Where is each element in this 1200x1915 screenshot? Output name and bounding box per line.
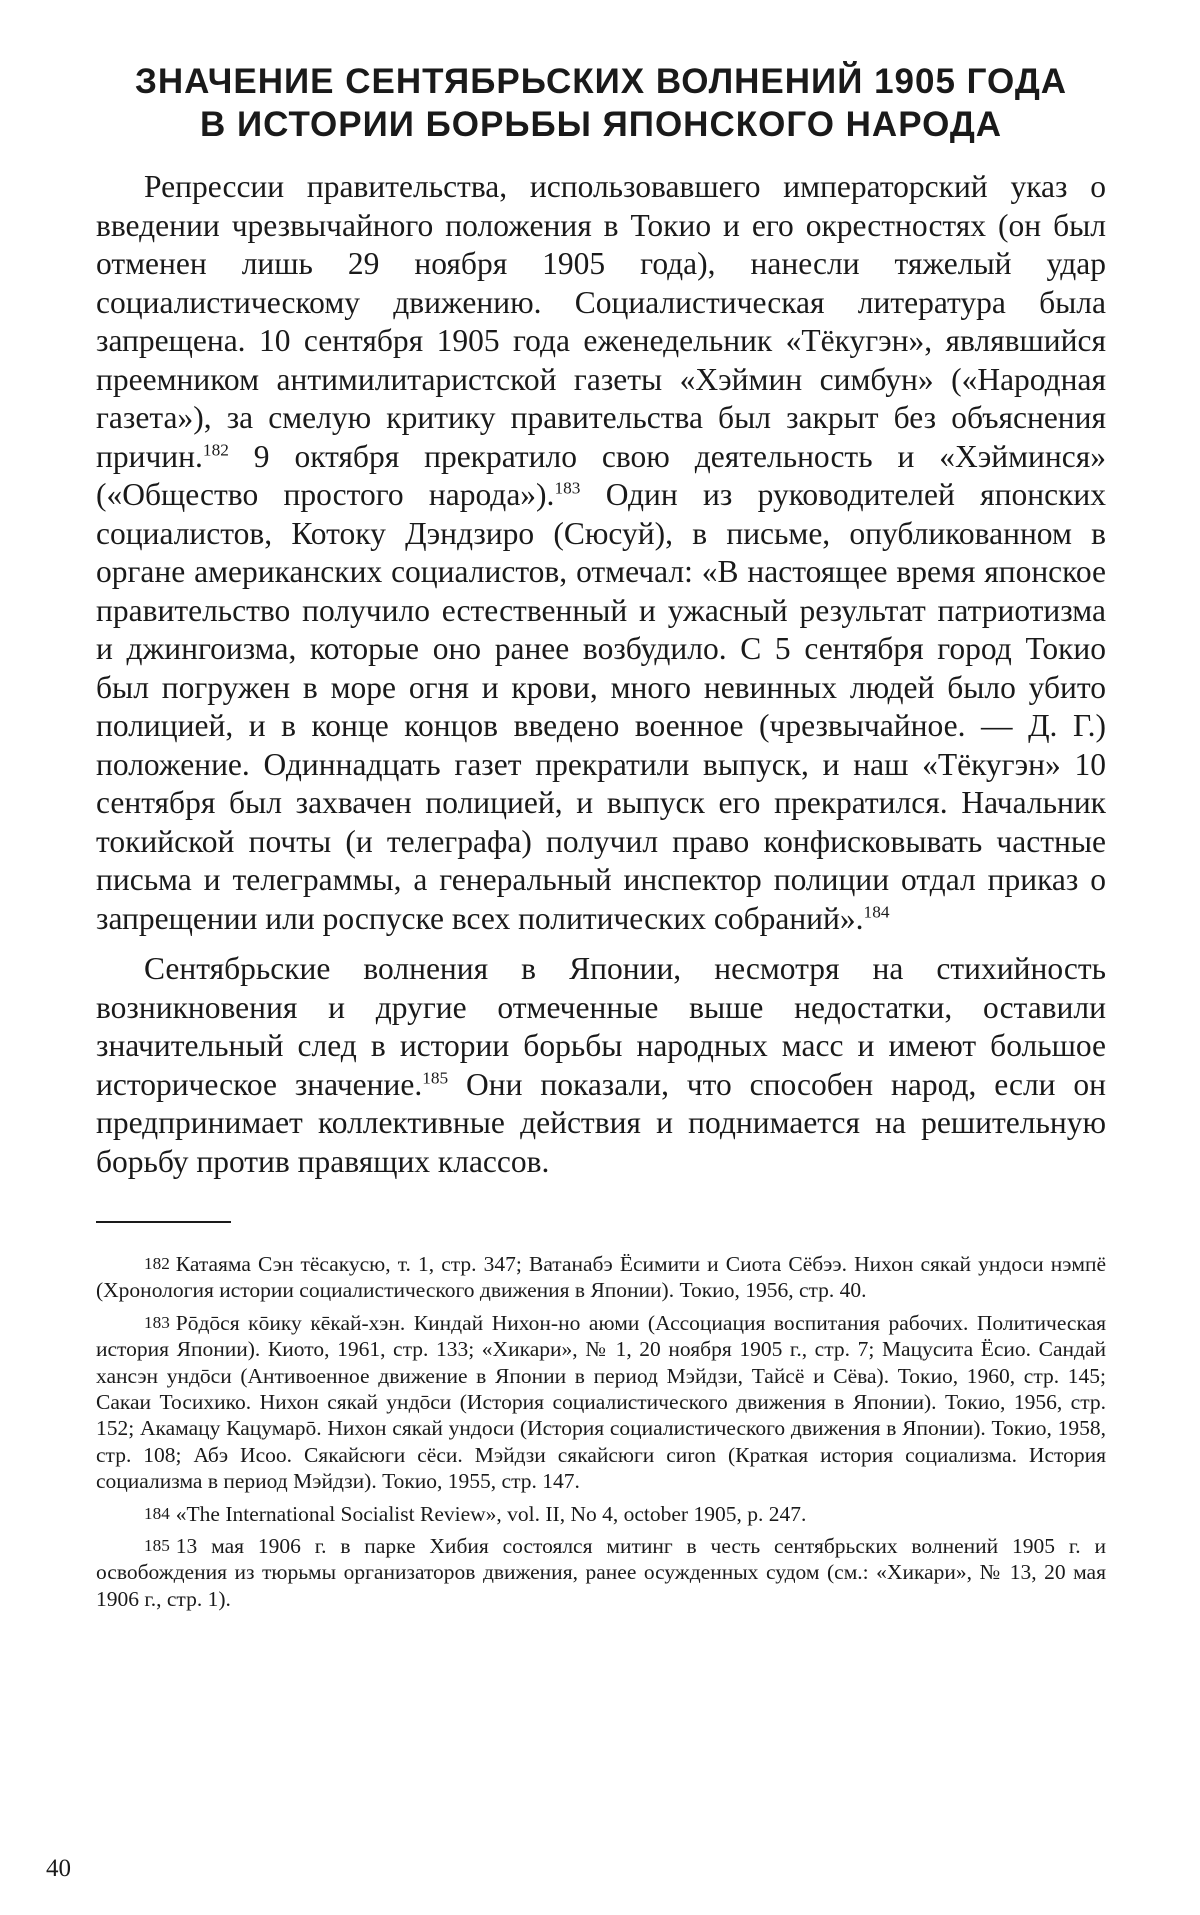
footnote-185 (96, 1533, 1106, 1612)
footnote-number: 184 (144, 1503, 170, 1523)
footnote-number: 182 (144, 1254, 170, 1273)
footnote-ref-183: 183 (554, 478, 581, 498)
footnote-182 (96, 1251, 1106, 1304)
page (96, 60, 1106, 1618)
paragraph-2 (96, 950, 1106, 1181)
paragraph-2-part-1: Сентябрьские волнения в Японии, несмотря на стихийность возникновения и другие отмеченные выше недостатки, оставили значительный след в истории борьбы народных масс и имеют большое историческое значение. (96, 951, 1106, 1102)
footnotes (96, 1251, 1106, 1612)
footnote-divider (96, 1221, 231, 1223)
heading-line-2: В ИСТОРИИ БОРЬБЫ ЯПОНСКОГО НАРОДА (199, 105, 1003, 144)
footnote-ref-182: 182 (202, 440, 229, 459)
heading-line-1: ЗНАЧЕНИЕ СЕНТЯБРЬСКИХ ВОЛНЕНИЙ 1905 ГОДА (134, 62, 1068, 101)
footnote-183 (96, 1310, 1106, 1495)
paragraph-1-part-2: 9 октября прекратило свою деятельность и «Хэйминся» («Общество простого народа»). (96, 438, 1106, 512)
footnote-184 (96, 1501, 1106, 1527)
page-number: 40 (46, 1855, 71, 1882)
body-text (96, 168, 1106, 1181)
footnote-text: 13 мая 1906 г. в парке Хибия состоялся митинг в честь сентябрьских волнений 1905 г. и освобождения из тюрьмы организаторов движения, ранее осужденных судом (см.: «Хикари», № 13, 20 мая 1906 г., стр. 1). (96, 1534, 1106, 1611)
chapter-heading (96, 60, 1106, 146)
footnote-text: Катаяма Сэн тёсакусю, т. 1, стр. 347; Ватанабэ Ёсимити и Сиота Сёбээ. Нихон сякай ундоси нэмпё (Хронология истории социалистического движения в Японии). Токио, 1956, стр. 40. (96, 1252, 1106, 1303)
footnote-text: «The International Socialist Review», vol. II, No 4, october 1905, p. 247. (175, 1501, 807, 1526)
paragraph-2-part-2: Они показали, что способен народ, если он предпринимает коллективные действия и поднимается на решительную борьбу против правящих классов. (96, 1066, 1106, 1179)
footnote-ref-185: 185 (422, 1068, 449, 1087)
footnote-text: Рōдōся кōику кēкай-хэн. Киндай Нихон-но аюми (Ассоциация воспитания рабочих. Политическая история Японии). Киото, 1961, стр. 133; «Хикари», № 1, 20 ноября 1905 г., стр. 7; Мацусита Ёсио. Сандай хансэн ундōси (Антивоенное движение в Японии в период Мэйдзи, Тайсё и Сёва). Токио, 1960, стр. 145; Сакаи Тосихико. Нихон сякай ундōси (История социалистического движения в Японии). Токио, 1956, стр. 152; Акамацу Кацумарō. Нихон сякай ундоси (История социалистического движения в Японии). Токио, 1958, стр. 108; Абэ Исоо. Сякайсюги сёси. Мэйдзи сякайсюги сиron (Краткая история социализма. История социализма в период Мэйдзи). Токио, 1955, стр. 147. (96, 1310, 1106, 1494)
footnote-number: 185 (144, 1536, 170, 1556)
paragraph-1-part-1: Репрессии правительства, использовавшего императорский указ о введении чрезвычайного положения в Токио и его окрестностях (он был отменен лишь 29 ноября 1905 года), нанесли тяжелый удар социалистическому движению. Социалистическая литература была запрещена. 10 сентября 1905 года еженедельник «Тёкугэн», являвшийся преемником антимилитаристской газеты «Хэймин симбун» («Народная газета»), за смелую критику правительства был закрыт без объяснения причин. (96, 169, 1106, 474)
footnote-number: 183 (144, 1312, 170, 1332)
footnote-ref-184: 184 (863, 902, 890, 921)
paragraph-1 (96, 168, 1106, 938)
paragraph-1-part-3: Один из руководителей японских социалистов, Котоку Дэндзиро (Сюсуй), в письме, опубликованном в органе американских социалистов, отмечал: «В настоящее время японское правительство получило естественный и ужасный результат патриотизма и джингоизма, которые оно ранее возбудило. С 5 сентября город Токио был погружен в море огня и крови, много невинных людей было убито полицией, и в конце концов введено военное (чрезвычайное. — Д. Г.) положение. Одиннадцать газет прекратили выпуск, и наш «Тёкугэн» 10 сентября был захвачен полицией, и выпуск его прекратился. Начальник токийской почты (и телеграфа) получил право конфисковывать частные письма и телеграммы, а генеральный инспектор полиции отдал приказ о запрещении или роспуске всех политических собраний». (96, 477, 1107, 936)
